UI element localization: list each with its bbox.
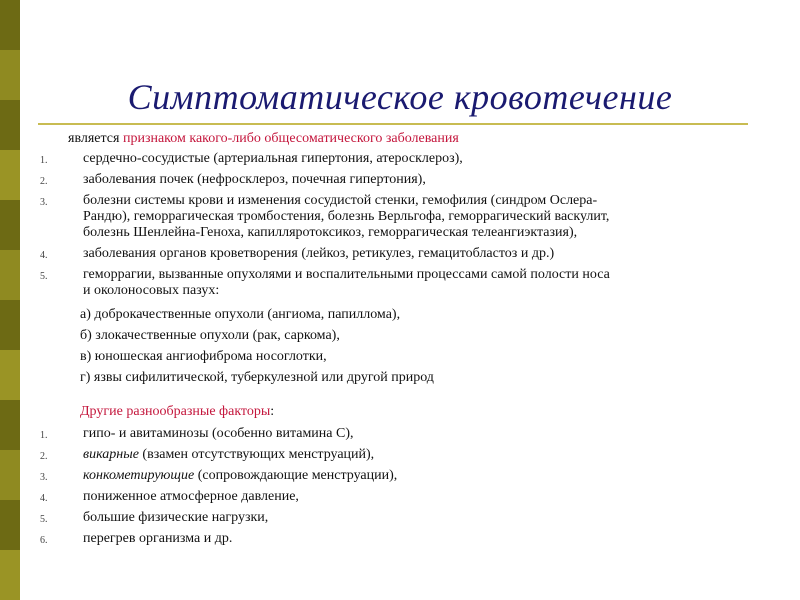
list-item-text: болезнь Шенлейна-Геноха, капилляротоксикоз, геморрагическая телеангиэктазия), bbox=[83, 225, 578, 240]
slide-title: Симптоматическое кровотечение bbox=[127, 77, 673, 117]
list-item-text bbox=[83, 509, 268, 526]
list-item-text bbox=[83, 467, 397, 484]
title-divider bbox=[38, 123, 748, 125]
list-item-text bbox=[83, 425, 354, 442]
italic-term: викарные bbox=[83, 447, 139, 462]
list-number: 6. bbox=[40, 535, 48, 546]
heading-colon: : bbox=[270, 404, 275, 419]
sidebar-segment bbox=[0, 450, 20, 500]
list-number: 1. bbox=[40, 430, 48, 441]
list-item-text: болезни системы крови и изменения сосудистой стенки, гемофилия (синдром Ослера- bbox=[83, 193, 598, 208]
sublist-item: в) юношеская ангиофиброма носоглотки, bbox=[80, 349, 327, 364]
intro-highlight: признаком какого-либо общесоматического заболевания bbox=[122, 131, 459, 146]
sidebar-segment bbox=[0, 400, 20, 450]
item-description: (сопровождающие менструации), bbox=[194, 468, 398, 483]
list-number: 1. bbox=[40, 155, 48, 166]
item-description: перегрев организма и др. bbox=[83, 531, 233, 546]
list-item-text: Рандю), геморрагическая тромбостения, болезнь Верльгофа, геморрагический васкулит, bbox=[83, 209, 610, 224]
sidebar-segment bbox=[0, 550, 20, 600]
italic-term: конкометирующие bbox=[83, 468, 195, 483]
list-item-text: геморрагии, вызванные опухолями и воспалительными процессами самой полости носа bbox=[83, 267, 610, 282]
list-number: 3. bbox=[40, 197, 48, 208]
list-number: 2. bbox=[40, 176, 48, 187]
sidebar-segment bbox=[0, 350, 20, 400]
sidebar-segment bbox=[0, 250, 20, 300]
list-number: 2. bbox=[40, 451, 48, 462]
list-number: 5. bbox=[40, 271, 48, 282]
list-item-text bbox=[83, 488, 299, 505]
item-description: пониженное атмосферное давление, bbox=[83, 489, 299, 504]
sidebar-segment bbox=[0, 200, 20, 250]
list-number: 4. bbox=[40, 250, 48, 261]
list-item-text bbox=[83, 446, 374, 463]
sidebar-segment bbox=[0, 150, 20, 200]
intro-line bbox=[68, 130, 800, 147]
list-item-text bbox=[83, 530, 232, 547]
item-description: большие физические нагрузки, bbox=[83, 510, 269, 525]
list-number: 3. bbox=[40, 472, 48, 483]
list-item-text: заболевания почек (нефросклероз, почечная гипертония), bbox=[83, 172, 426, 187]
list-item-text: и околоносовых пазух: bbox=[83, 283, 220, 298]
list-item-text: сердечно-сосудистые (артериальная гипертония, атеросклероз), bbox=[83, 151, 463, 166]
sidebar-segment bbox=[0, 500, 20, 550]
list-item-text: заболевания органов кроветворения (лейкоз, ретикулез, гемацитобластоз и др.) bbox=[83, 246, 555, 261]
sidebar-segment bbox=[0, 300, 20, 350]
sublist-item: а) доброкачественные опухоли (ангиома, папиллома), bbox=[80, 307, 401, 322]
list-number: 5. bbox=[40, 514, 48, 525]
sublist-item: б) злокачественные опухоли (рак, саркома), bbox=[80, 328, 340, 343]
item-description: (взамен отсутствующих менструаций), bbox=[138, 447, 375, 462]
item-description: гипо- и авитаминозы (особенно витамина С), bbox=[83, 426, 354, 441]
list-number: 4. bbox=[40, 493, 48, 504]
intro-prefix: является bbox=[68, 131, 123, 146]
sublist-item: г) язвы сифилитической, туберкулезной или другой природ bbox=[80, 370, 434, 385]
other-factors-heading: Другие разнообразные факторы: bbox=[80, 404, 275, 419]
sidebar-segment bbox=[0, 0, 20, 50]
